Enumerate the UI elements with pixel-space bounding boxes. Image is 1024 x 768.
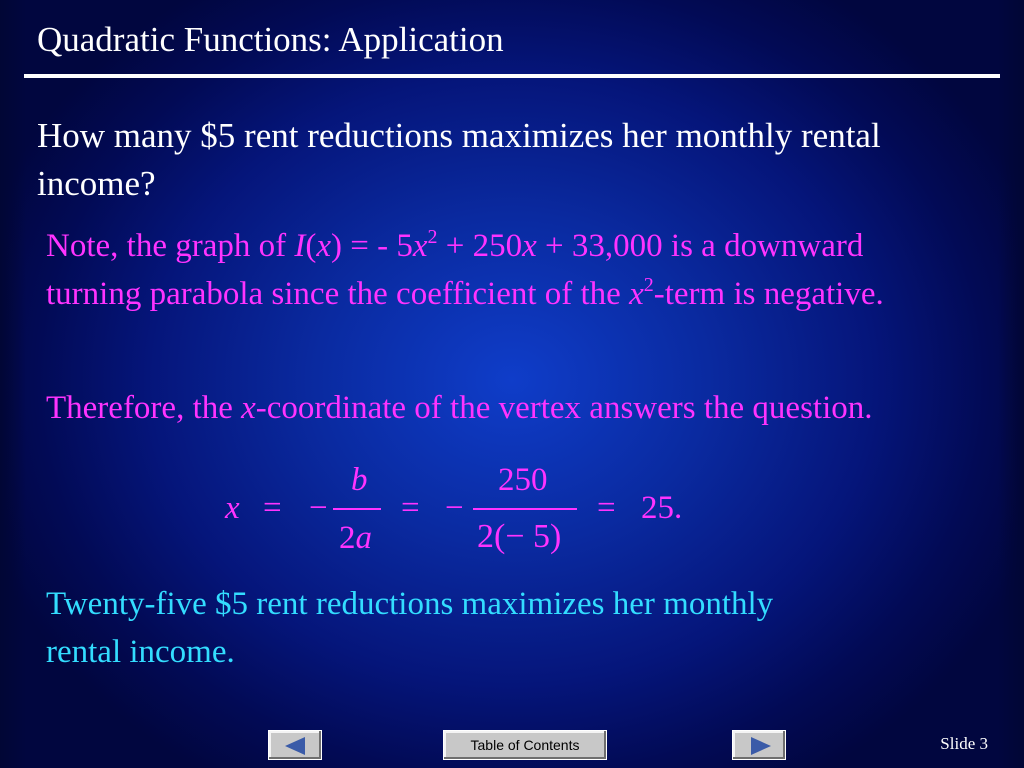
title-divider (24, 74, 1000, 78)
eq-den2: 2(− 5) (477, 518, 562, 555)
conclusion-text: Twenty-five $5 rent reductions maximizes her monthly rental income. (46, 586, 774, 670)
eq-equals-1: = (263, 490, 282, 526)
previous-slide-button[interactable] (268, 730, 322, 760)
slide-border-left (0, 0, 26, 768)
eq-den1-coef: 2 (339, 520, 356, 556)
slide-title: Quadratic Functions: Application (37, 20, 504, 59)
eq-minus-1: − (309, 490, 328, 526)
fraction-bar-2 (473, 508, 577, 510)
note-equals: = - 5 (342, 228, 413, 264)
vertex-equation (225, 462, 705, 562)
note-var1: x (412, 228, 428, 264)
note-rest: -term is negative. (653, 276, 884, 312)
eq-den1-var: a (355, 520, 372, 556)
note-var2: x (522, 228, 537, 264)
note-plus1: + 250 (437, 228, 523, 264)
therefore-part2: -coordinate of the vertex answers the question. (255, 390, 873, 426)
triangle-left-icon (285, 737, 305, 755)
eq-result: 25. (641, 490, 683, 526)
therefore-paragraph (46, 384, 946, 432)
note-plus2: + 33,000 is a downward turning parabola since the coefficient of the (46, 228, 864, 312)
eq-num2: 250 (498, 462, 548, 498)
eq-equals-3: = (597, 490, 616, 526)
question-text: How many $5 rent reductions maximizes her monthly rental income? (37, 116, 881, 203)
slide-border-right (998, 0, 1024, 768)
therefore-var: x (241, 390, 256, 426)
note-var3: x (629, 276, 644, 312)
next-slide-button[interactable] (732, 730, 786, 760)
note-fn-name: I (294, 228, 306, 264)
eq-num1: b (351, 462, 368, 498)
note-fn-var: x (316, 228, 331, 264)
fraction-bar-1 (333, 508, 381, 510)
note-paragraph: Note, the graph of I(x) = - $5x^2 + 250x + 33,000$ is a downward turning parabola since the coefficient of the $x^2$-term is negative. (46, 226, 884, 312)
eq-minus-2: − (445, 490, 464, 526)
triangle-right-icon (751, 737, 771, 755)
therefore-part1: Therefore, the (46, 390, 242, 426)
eq-lhs: x (225, 490, 240, 526)
note-exp2: 2 (643, 274, 654, 296)
slide-number: Slide 3 (940, 734, 988, 753)
eq-equals-2: = (401, 490, 420, 526)
eq-den1 (339, 520, 372, 557)
note-part1: Note, the graph of (46, 228, 295, 264)
table-of-contents-button[interactable]: Table of Contents (443, 730, 607, 760)
note-exp1: 2 (427, 226, 438, 248)
